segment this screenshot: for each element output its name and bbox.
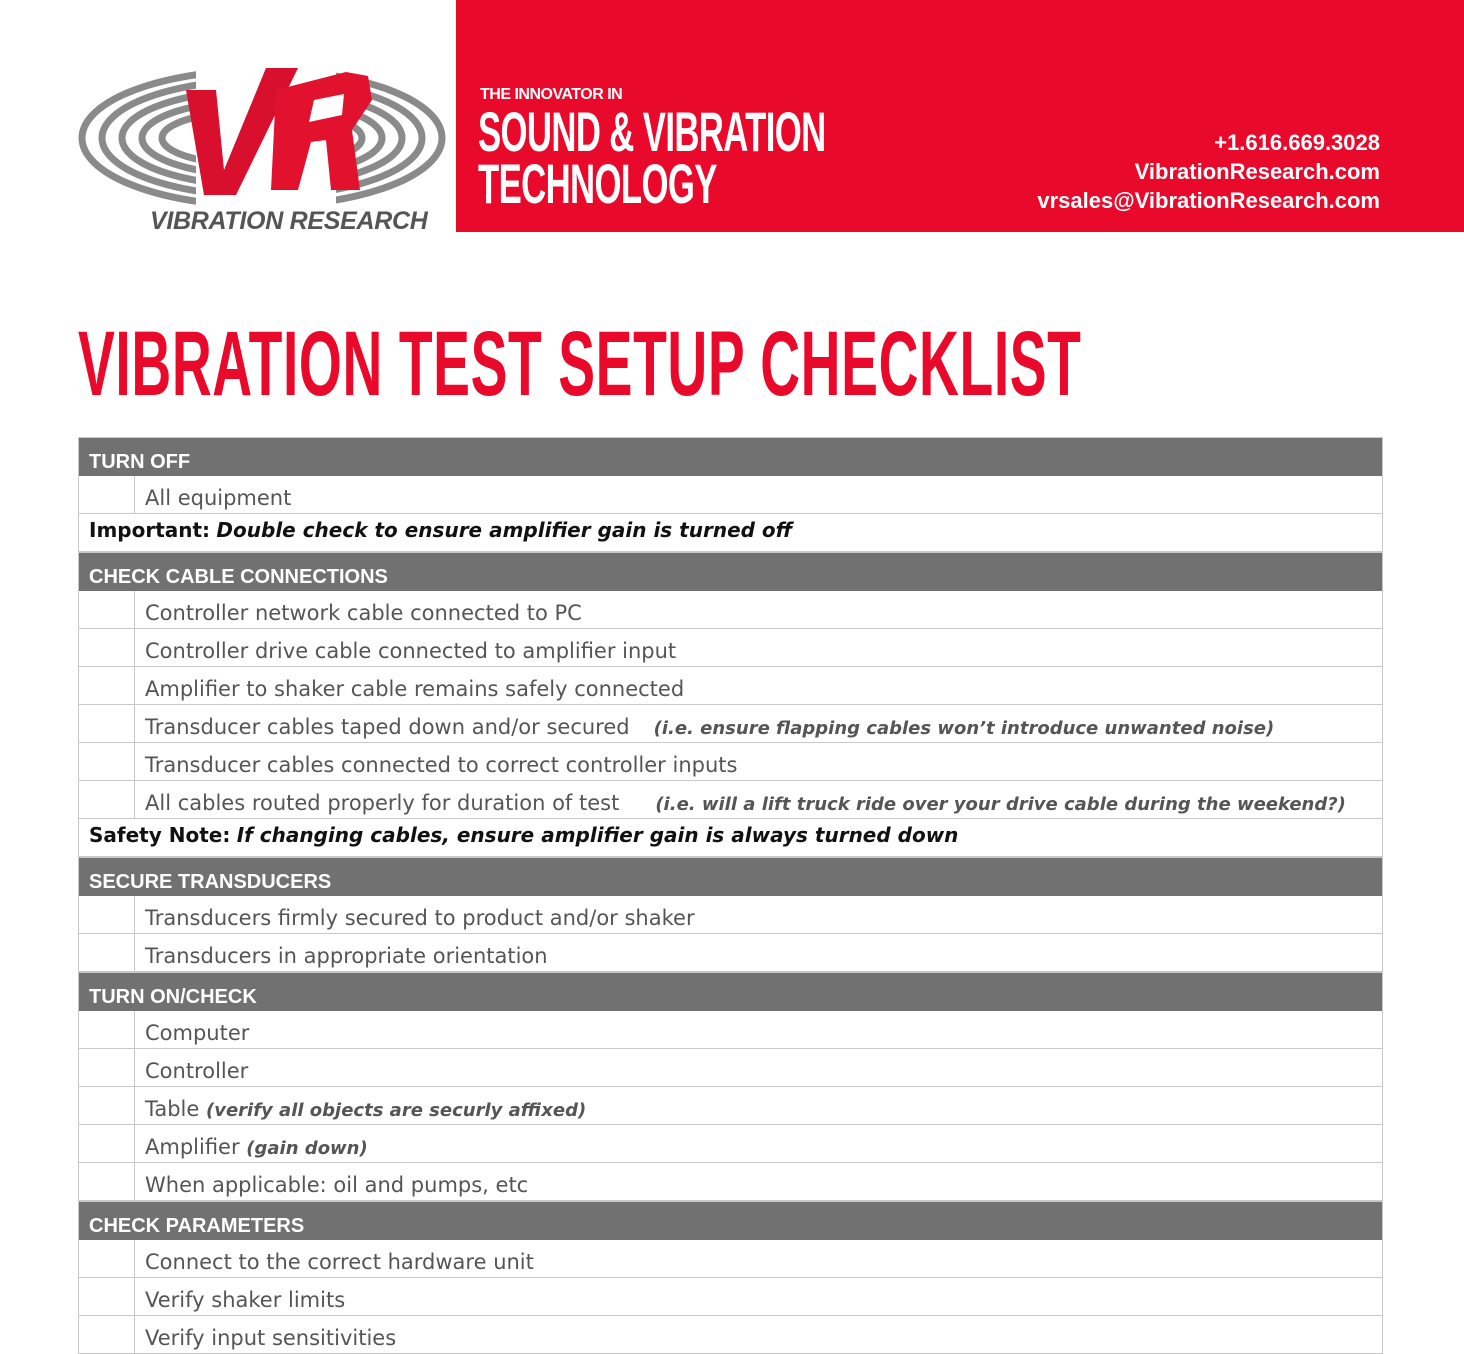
checkbox-cell[interactable] (79, 591, 135, 628)
item-text: Table (145, 1097, 200, 1121)
item-text: Transducers in appropriate orientation (145, 944, 548, 968)
note-label: Safety Note: (89, 823, 231, 847)
checkbox-cell[interactable] (79, 1087, 135, 1124)
item-text: All equipment (145, 486, 292, 510)
item-cell (135, 1125, 1382, 1162)
tagline-line2: TECHNOLOGY (478, 152, 717, 215)
checklist-row (79, 1240, 1382, 1278)
checklist-row (79, 781, 1382, 819)
checklist-row (79, 1316, 1382, 1354)
checkbox-cell[interactable] (79, 1240, 135, 1277)
checklist-row (79, 705, 1382, 743)
item-text: Controller drive cable connected to amplifier input (145, 639, 677, 663)
section-header-turn-off: TURN OFF (79, 437, 1382, 476)
page-title: VIBRATION TEST SETUP CHECKLIST (78, 313, 1082, 415)
checklist-row (79, 743, 1382, 781)
item-text: Controller (145, 1059, 249, 1083)
checkbox-cell[interactable] (79, 896, 135, 933)
item-note: (i.e. ensure flapping cables won’t introduce unwanted noise) (653, 718, 1275, 739)
item-text: Controller network cable connected to PC (145, 601, 582, 625)
checkbox-cell[interactable] (79, 1125, 135, 1162)
item-note: (verify all objects are securly affixed) (206, 1100, 587, 1121)
brand-name: VIBRATION RESEARCH (150, 207, 428, 235)
checkbox-cell[interactable] (79, 743, 135, 780)
item-text: Verify input sensitivities (145, 1326, 397, 1350)
checkbox-cell[interactable] (79, 629, 135, 666)
checkbox-cell[interactable] (79, 1316, 135, 1353)
checklist-row (79, 1011, 1382, 1049)
item-text: Transducer cables taped down and/or secured (145, 715, 630, 739)
checklist-row (79, 1087, 1382, 1125)
checklist-table (78, 437, 1383, 1354)
item-text: Transducer cables connected to correct controller inputs (145, 753, 738, 777)
checkbox-cell[interactable] (79, 705, 135, 742)
checkbox-cell[interactable] (79, 1163, 135, 1200)
email-link[interactable]: vrsales@VibrationResearch.com (1037, 188, 1380, 213)
item-cell (135, 781, 1382, 818)
item-text: Computer (145, 1021, 250, 1045)
checkbox-cell[interactable] (79, 667, 135, 704)
checklist-row (79, 476, 1382, 514)
contact-info (1037, 128, 1380, 215)
important-note (79, 514, 1382, 552)
item-cell (135, 705, 1382, 742)
checklist-row (79, 1125, 1382, 1163)
checkbox-cell[interactable] (79, 1278, 135, 1315)
section-header-transducers: SECURE TRANSDUCERS (79, 857, 1382, 896)
item-text: Amplifier (145, 1135, 240, 1159)
phone-number[interactable]: +1.616.669.3028 (1214, 130, 1380, 155)
checkbox-cell[interactable] (79, 1049, 135, 1086)
section-header-turn-on: TURN ON/CHECK (79, 972, 1382, 1011)
item-text: All cables routed properly for duration of test (145, 791, 620, 815)
checklist-row (79, 629, 1382, 667)
checkbox-cell[interactable] (79, 934, 135, 971)
checklist-row (79, 934, 1382, 972)
checklist-row (79, 1278, 1382, 1316)
note-label: Important: (89, 518, 211, 542)
item-text: Amplifier to shaker cable remains safely connected (145, 677, 685, 701)
website-link[interactable]: VibrationResearch.com (1134, 159, 1380, 184)
checklist-row (79, 896, 1382, 934)
checklist-row (79, 1163, 1382, 1201)
item-cell (135, 1087, 1382, 1124)
checklist-row (79, 1049, 1382, 1087)
safety-note (79, 819, 1382, 857)
item-text: Connect to the correct hardware unit (145, 1250, 534, 1274)
checkbox-cell[interactable] (79, 476, 135, 513)
checklist-row (79, 667, 1382, 705)
item-note: (i.e. will a lift truck ride over your drive cable during the weekend?) (655, 794, 1346, 815)
section-header-cables: CHECK CABLE CONNECTIONS (79, 552, 1382, 591)
checkbox-cell[interactable] (79, 1011, 135, 1048)
item-text: When applicable: oil and pumps, etc (145, 1173, 529, 1197)
checklist-row (79, 591, 1382, 629)
section-header-parameters: CHECK PARAMETERS (79, 1201, 1382, 1240)
header-banner (456, 0, 1464, 232)
tagline-small: THE INNOVATOR IN (480, 86, 623, 103)
item-text: Verify shaker limits (145, 1288, 346, 1312)
tagline-line1: SOUND & VIBRATION (478, 100, 826, 163)
note-text: Double check to ensure amplifier gain is turned off (216, 518, 793, 542)
item-text: Transducers firmly secured to product and/or shaker (145, 906, 695, 930)
note-text: If changing cables, ensure amplifier gain is always turned down (236, 823, 959, 847)
checkbox-cell[interactable] (79, 781, 135, 818)
item-note: (gain down) (246, 1138, 368, 1159)
